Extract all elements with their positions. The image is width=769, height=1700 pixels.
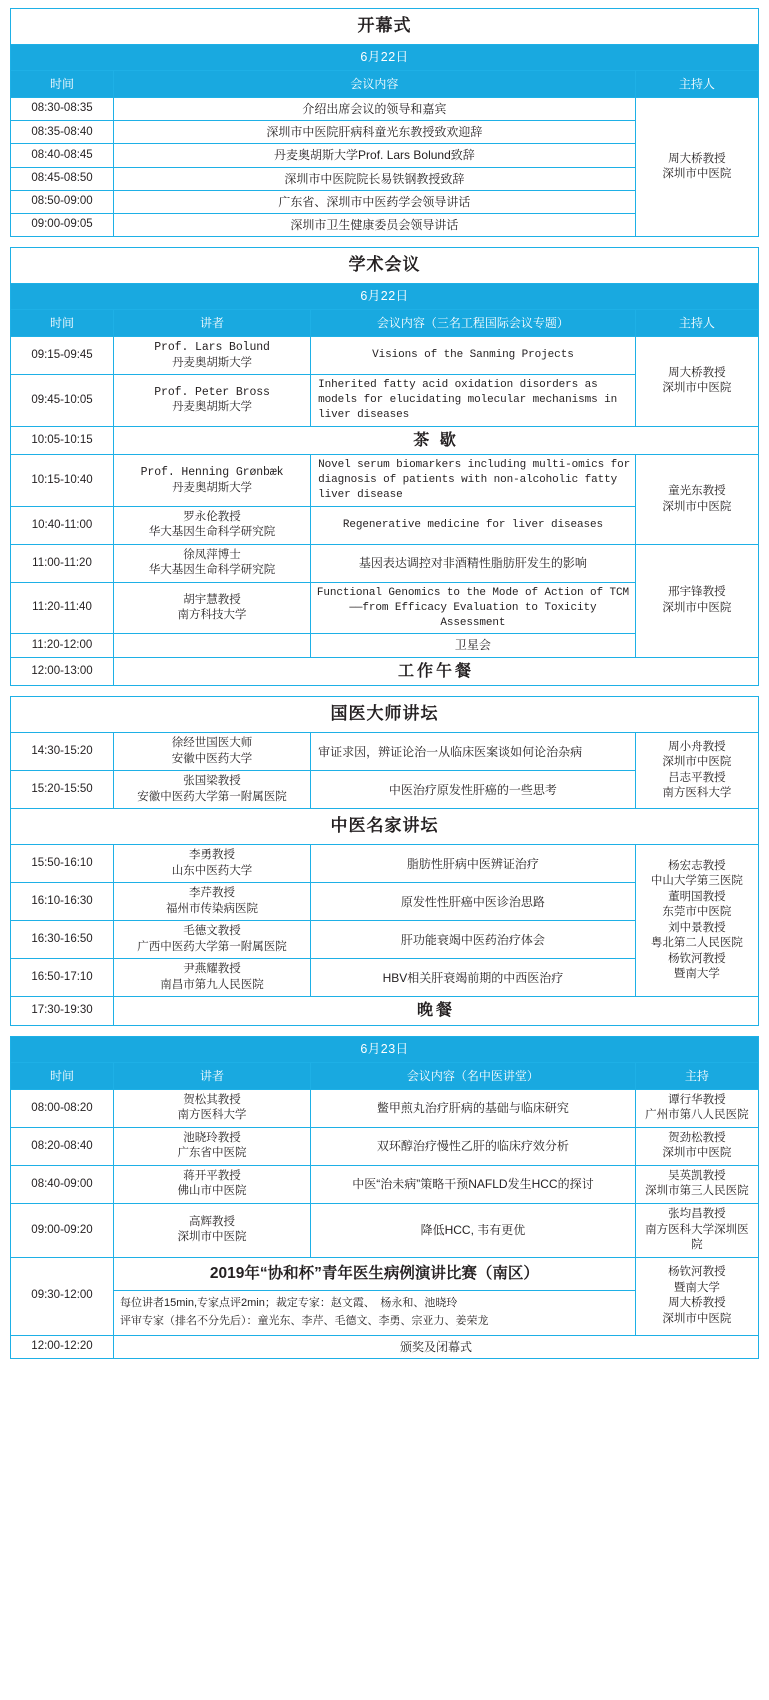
row-time: 09:00-09:05 (11, 213, 114, 236)
table-row-contest (11, 1257, 759, 1291)
col-header-time: 时间 (11, 309, 114, 336)
speaker-name: 徐经世国医大师 (171, 737, 253, 750)
host-name-4: 杨钦河教授 (668, 952, 726, 965)
row-content: 介绍出席会议的领导和嘉宾 (114, 98, 636, 121)
speaker-name: 张国梁教授 (183, 775, 241, 788)
speaker-name: 徐凤萍博士 (183, 548, 241, 561)
row-speaker (114, 544, 311, 582)
row-time: 08:50-09:00 (11, 190, 114, 213)
speaker-name: Prof. Peter Bross (154, 385, 270, 399)
host-name: 童光东教授 (668, 485, 726, 498)
contest-title: 2019年“协和杯”青年医生病例演讲比赛（南区） (114, 1257, 636, 1291)
row-time: 08:40-09:00 (11, 1165, 114, 1203)
speaker-org: 华大基因生命科学研究院 (148, 564, 276, 577)
speaker-org: 南昌市第九人民医院 (160, 978, 264, 991)
row-content: 原发性性肝癌中医诊治思路 (311, 883, 636, 921)
host-name: 贺劲松教授 (668, 1131, 726, 1144)
section-title: 开幕式 (11, 9, 759, 45)
col-header-host: 主持人 (635, 309, 758, 336)
row-time: 09:30-12:00 (11, 1257, 114, 1335)
col-header-speaker: 讲者 (114, 1062, 311, 1089)
row-content: 广东省、深圳市中医药学会领导讲话 (114, 190, 636, 213)
host-org-3: 粤北第二人民医院 (650, 937, 743, 950)
row-time: 11:20-12:00 (11, 634, 114, 657)
host-org: 深圳市中医院 (662, 1147, 732, 1160)
row-content: 丹麦奥胡斯大学Prof. Lars Bolund致辞 (114, 144, 636, 167)
host-name: 邢宇锋教授 (668, 586, 726, 599)
row-speaker (114, 1204, 311, 1258)
host-org: 深圳市中医院 (662, 382, 732, 395)
table-row (11, 455, 759, 507)
speaker-org: 南方医科大学 (177, 1109, 247, 1122)
row-time: 12:00-12:20 (11, 1335, 114, 1358)
row-full-title: 工作午餐 (114, 657, 759, 686)
col-header-content: 会议内容（名中医讲堂） (311, 1062, 636, 1089)
row-time: 08:20-08:40 (11, 1127, 114, 1165)
row-time: 14:30-15:20 (11, 733, 114, 771)
row-host (635, 1089, 758, 1127)
row-time: 08:40-08:45 (11, 144, 114, 167)
host-org: 广州市第八人民医院 (645, 1109, 749, 1122)
host-name: 周大桥教授 (668, 152, 726, 165)
host-org-2: 南方医科大学 (662, 787, 732, 800)
col-header-content: 会议内容（三名工程国际会议专题） (311, 309, 636, 336)
host-org: 深圳市中医院 (662, 756, 732, 769)
row-time: 10:15-10:40 (11, 455, 114, 507)
host-org: 深圳市中医院 (662, 168, 732, 181)
host-name: 周小舟教授 (668, 740, 726, 753)
speaker-name: 罗永伦教授 (183, 510, 241, 523)
row-host (635, 337, 758, 427)
row-time: 15:50-16:10 (11, 845, 114, 883)
row-time: 08:45-08:50 (11, 167, 114, 190)
row-speaker (114, 455, 311, 507)
host-name-2: 吕志平教授 (668, 771, 726, 784)
host-name-3: 刘中景教授 (668, 921, 726, 934)
table-row (11, 1204, 759, 1258)
row-full-title: 茶 歇 (114, 426, 759, 455)
row-time: 10:05-10:15 (11, 426, 114, 455)
row-time: 12:00-13:00 (11, 657, 114, 686)
speaker-name: 池晓玲教授 (183, 1131, 241, 1144)
row-time: 17:30-19:30 (11, 997, 114, 1026)
row-time: 15:20-15:50 (11, 771, 114, 809)
row-time: 11:00-11:20 (11, 544, 114, 582)
speaker-org: 深圳市中医院 (177, 1231, 247, 1244)
speaker-org: 南方科技大学 (177, 609, 247, 622)
speaker-name: 高辉教授 (189, 1215, 236, 1228)
row-speaker (114, 771, 311, 809)
table-row-break (11, 1335, 759, 1358)
row-time: 10:40-11:00 (11, 506, 114, 544)
section-title: 国医大师讲坛 (11, 697, 759, 733)
row-speaker (114, 883, 311, 921)
row-speaker (114, 375, 311, 427)
col-header-speaker: 讲者 (114, 309, 311, 336)
table-row (11, 1127, 759, 1165)
row-host (635, 1204, 758, 1258)
row-time: 09:00-09:20 (11, 1204, 114, 1258)
row-content: 鳖甲煎丸治疗肝病的基础与临床研究 (311, 1089, 636, 1127)
row-time: 11:20-11:40 (11, 582, 114, 634)
table-row (11, 845, 759, 883)
table-row (11, 1165, 759, 1203)
section-banner-row (11, 248, 759, 284)
speaker-org: 安徽中医药大学第一附属医院 (137, 790, 287, 803)
host-name-2: 董明国教授 (668, 890, 726, 903)
row-host (635, 1165, 758, 1203)
row-content: 双环醇治疗慢性乙肝的临床疗效分析 (311, 1127, 636, 1165)
speaker-org: 佛山市中医院 (177, 1185, 247, 1198)
speaker-name: 胡宇慧教授 (183, 593, 241, 606)
column-header-row (11, 70, 759, 97)
row-speaker (114, 959, 311, 997)
row-full-title: 晚餐 (114, 997, 759, 1026)
host-org-1: 暨南大学 (673, 1281, 720, 1294)
row-time: 16:50-17:10 (11, 959, 114, 997)
speaker-name: 李芹教授 (189, 887, 236, 900)
table-row-break (11, 426, 759, 455)
host-org: 深圳市中医院 (662, 500, 732, 513)
section-title: 学术会议 (11, 248, 759, 284)
row-content: 脂肪性肝病中医辨证治疗 (311, 845, 636, 883)
speaker-name: 尹燕耀教授 (183, 963, 241, 976)
speaker-name: 蒋开平教授 (183, 1169, 241, 1182)
table-row-break (11, 997, 759, 1026)
host-name-1: 杨宏志教授 (668, 859, 726, 872)
row-content: 中医治疗原发性肝癌的一些思考 (311, 771, 636, 809)
host-name: 谭行华教授 (668, 1093, 726, 1106)
col-header-host: 主持 (635, 1062, 758, 1089)
speaker-name: Prof. Lars Bolund (154, 341, 270, 355)
row-content: 肝功能衰竭中医药治疗体会 (311, 921, 636, 959)
row-host (635, 845, 758, 997)
row-content: HBV相关肝衰竭前期的中西医治疗 (311, 959, 636, 997)
table-row (11, 1089, 759, 1127)
row-content: Functional Genomics to the Mode of Action of TCM——from Efficacy Evaluation to Toxicity Assessment (311, 582, 636, 634)
row-speaker (114, 582, 311, 634)
speaker-org: 丹麦奥胡斯大学 (172, 401, 252, 414)
row-content: 中医“治未病”策略干预NAFLD发生HCC的探讨 (311, 1165, 636, 1203)
contest-details (114, 1291, 636, 1335)
table-row-break (11, 657, 759, 686)
speaker-org: 丹麦奥胡斯大学 (172, 356, 252, 369)
section-banner-row (11, 697, 759, 733)
row-time: 08:30-08:35 (11, 98, 114, 121)
row-speaker (114, 845, 311, 883)
row-content: 基因表达调控对非酒精性脂肪肝发生的影响 (311, 544, 636, 582)
row-host (635, 733, 758, 809)
session-date: 6月23日 (11, 1036, 759, 1062)
host-org-1: 中山大学第三医院 (650, 875, 743, 888)
host-org-2: 东莞市中医院 (662, 906, 732, 919)
row-speaker (114, 1127, 311, 1165)
contest-rule-line-1: 每位讲者15min,专家点评2min；裁定专家：赵文霞、 杨永和、池晓玲 (120, 1297, 458, 1310)
column-header-row (11, 309, 759, 336)
table-row (11, 98, 759, 121)
col-header-content: 会议内容 (114, 70, 636, 97)
speaker-org: 丹麦奥胡斯大学 (172, 481, 252, 494)
row-host (635, 1257, 758, 1335)
row-content: 深圳市卫生健康委员会领导讲话 (114, 213, 636, 236)
row-content: 降低HCC, 韦有更优 (311, 1204, 636, 1258)
row-host (635, 98, 758, 237)
speaker-name: 贺松其教授 (183, 1093, 241, 1106)
host-name: 张均昌教授 (668, 1208, 726, 1220)
speaker-org: 福州市传染病医院 (166, 902, 259, 915)
row-host (635, 455, 758, 545)
row-time: 08:00-08:20 (11, 1089, 114, 1127)
section-academic-conference (10, 247, 759, 686)
section-day-two (10, 1036, 759, 1359)
row-time: 09:15-09:45 (11, 337, 114, 375)
section-banner-row (11, 9, 759, 45)
contest-rule-line-2: 评审专家（排名不分先后）：童光东、李芹、毛德文、李勇、宗亚力、姜荣龙 (120, 1315, 489, 1328)
row-time: 08:35-08:40 (11, 121, 114, 144)
row-content: Novel serum biomarkers including multi-omics for diagnosis of patients with non-alcoholic fatty liver disease (311, 455, 636, 507)
section-banner-row (11, 809, 759, 845)
row-content: 卫星会 (311, 634, 636, 657)
row-speaker (114, 733, 311, 771)
col-header-time: 时间 (11, 70, 114, 97)
row-speaker (114, 634, 311, 657)
host-org: 南方医科大学深圳医院 (645, 1223, 749, 1252)
date-band-row (11, 1036, 759, 1062)
speaker-name: 李勇教授 (189, 849, 236, 862)
date-band-row (11, 284, 759, 310)
speaker-org: 华大基因生命科学研究院 (148, 526, 276, 539)
speaker-org: 安徽中医药大学 (171, 752, 253, 765)
host-org-2: 深圳市中医院 (662, 1312, 732, 1325)
speaker-name: 毛德文教授 (183, 925, 241, 938)
section-master-forums (10, 696, 759, 1026)
speaker-org: 广东省中医院 (177, 1147, 247, 1160)
session-date: 6月22日 (11, 44, 759, 70)
row-content: 深圳市中医院院长易铁钢教授致辞 (114, 167, 636, 190)
session-date: 6月22日 (11, 284, 759, 310)
section-title: 中医名家讲坛 (11, 809, 759, 845)
speaker-name: Prof. Henning Grønbæk (140, 466, 284, 480)
row-speaker (114, 337, 311, 375)
speaker-org: 广西中医药大学第一附属医院 (137, 940, 287, 953)
row-speaker (114, 921, 311, 959)
host-org-4: 暨南大学 (673, 968, 720, 981)
date-band-row (11, 44, 759, 70)
section-opening-ceremony (10, 8, 759, 237)
host-name: 吴英凯教授 (668, 1169, 726, 1182)
col-header-time: 时间 (11, 1062, 114, 1089)
row-speaker (114, 506, 311, 544)
host-name-1: 杨钦河教授 (668, 1266, 726, 1279)
table-row (11, 733, 759, 771)
row-content: 审证求因，辨证论治一从临床医案谈如何论治杂病 (311, 733, 636, 771)
row-content: 深圳市中医院肝病科童光东教授致欢迎辞 (114, 121, 636, 144)
host-name: 周大桥教授 (668, 366, 726, 379)
speaker-org: 山东中医药大学 (171, 864, 253, 877)
row-host (635, 544, 758, 657)
row-full-title: 颁奖及闭幕式 (114, 1335, 759, 1358)
row-time: 16:30-16:50 (11, 921, 114, 959)
col-header-host: 主持人 (635, 70, 758, 97)
row-speaker (114, 1165, 311, 1203)
row-time: 09:45-10:05 (11, 375, 114, 427)
row-time: 16:10-16:30 (11, 883, 114, 921)
row-content: Inherited fatty acid oxidation disorders as models for elucidating molecular mechanisms in liver diseases (311, 375, 636, 427)
row-speaker (114, 1089, 311, 1127)
column-header-row (11, 1062, 759, 1089)
table-row (11, 544, 759, 582)
host-name-2: 周大桥教授 (668, 1297, 726, 1310)
host-org: 深圳市第三人民医院 (645, 1185, 749, 1198)
table-row (11, 337, 759, 375)
row-content: Visions of the Sanming Projects (311, 337, 636, 375)
row-host (635, 1127, 758, 1165)
host-org: 深圳市中医院 (662, 601, 732, 614)
row-content: Regenerative medicine for liver diseases (311, 506, 636, 544)
